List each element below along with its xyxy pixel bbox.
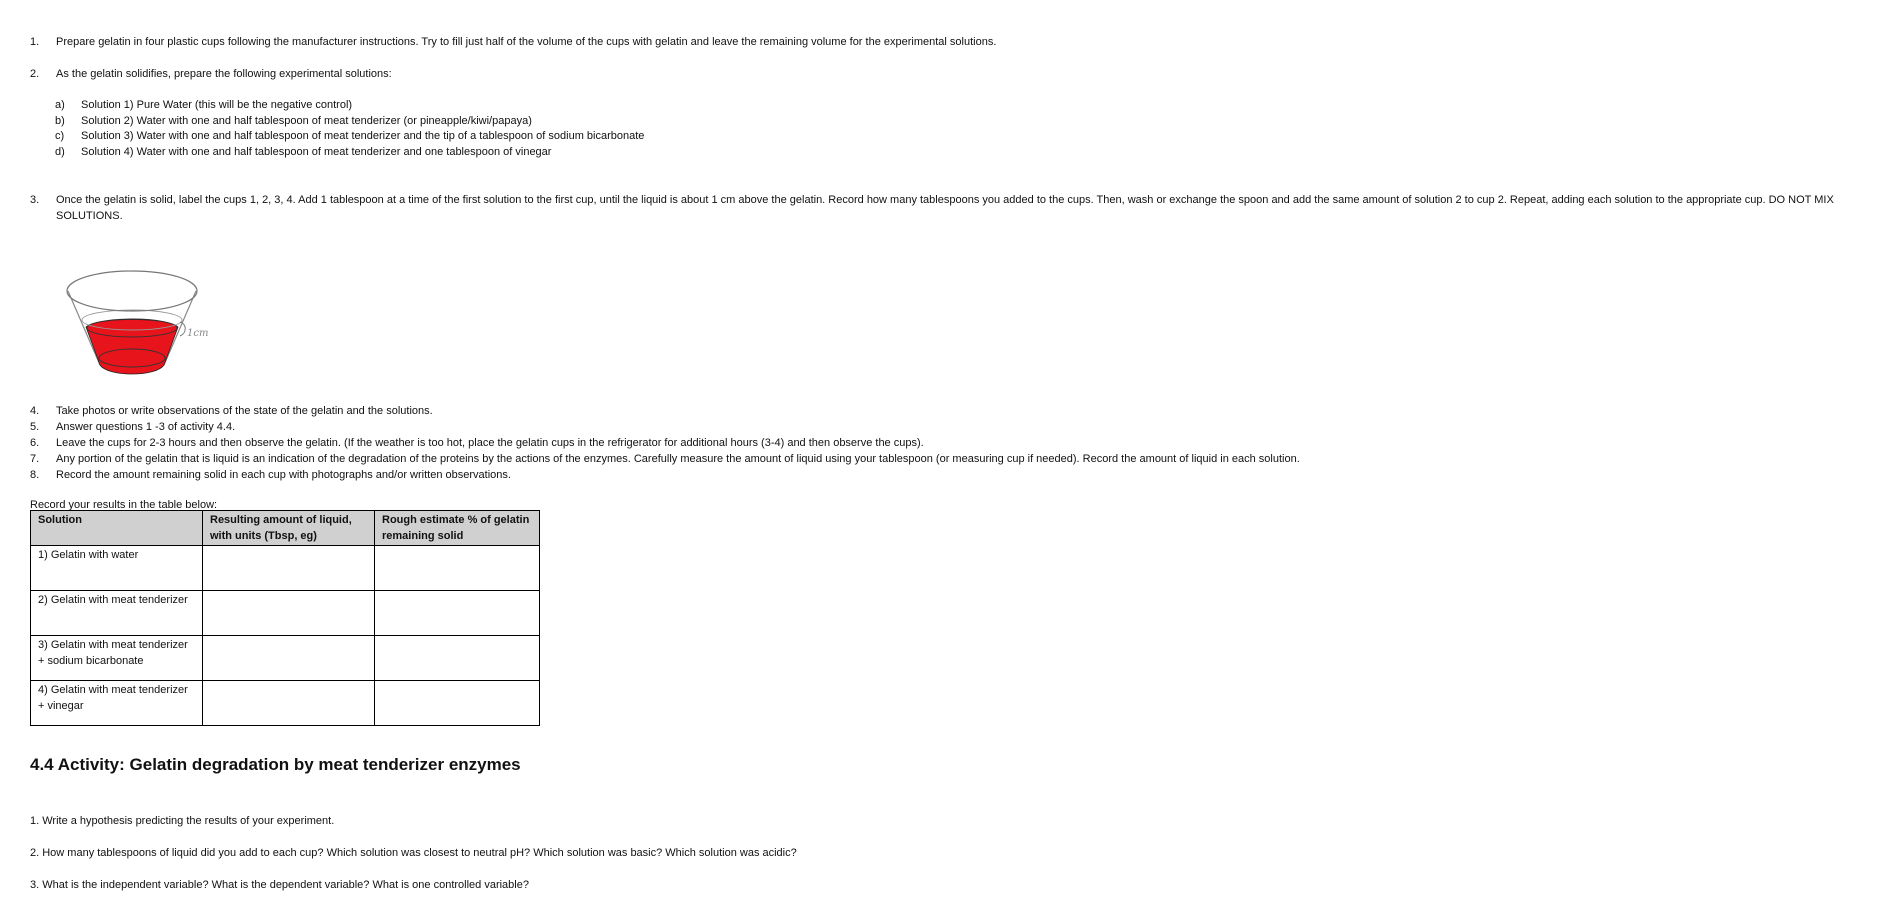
step-number: 8. bbox=[30, 469, 40, 481]
percent-solid-cell[interactable] bbox=[375, 636, 540, 681]
table-row bbox=[31, 546, 540, 591]
solution-cell: 1) Gelatin with water bbox=[31, 546, 203, 591]
solution-text: Solution 4) Water with one and half tablespoon of meat tenderizer and one tablespoon of vinegar bbox=[81, 145, 552, 158]
percent-solid-cell[interactable] bbox=[375, 681, 540, 726]
liquid-amount-cell[interactable] bbox=[203, 591, 375, 636]
step-text: Answer questions 1 -3 of activity 4.4. bbox=[56, 421, 236, 433]
activity-title: 4.4 Activity: Gelatin degradation by meat tenderizer enzymes bbox=[30, 755, 521, 774]
header-percent-solid: Rough estimate % of gelatin remaining solid bbox=[375, 511, 540, 546]
table-row bbox=[31, 636, 540, 681]
question-2: 2. How many tablespoons of liquid did you add to each cup? Which solution was closest to neutral pH? Which solution was basic? Which solution was acidic? bbox=[30, 847, 797, 859]
liquid-amount-cell[interactable] bbox=[203, 636, 375, 681]
liquid-amount-cell[interactable] bbox=[203, 681, 375, 726]
solution-letter: b) bbox=[55, 114, 65, 127]
table-row bbox=[31, 591, 540, 636]
step-3 bbox=[30, 192, 1863, 226]
header-liquid-amount: Resulting amount of liquid, with units (Tbsp, eg) bbox=[203, 511, 375, 546]
table-header-row bbox=[31, 511, 540, 546]
question-3: 3. What is the independent variable? What is the dependent variable? What is one controlled variable? bbox=[30, 879, 529, 891]
question-1: 1. Write a hypothesis predicting the results of your experiment. bbox=[30, 815, 335, 827]
step-number: 3. bbox=[30, 194, 40, 206]
step-number: 4. bbox=[30, 405, 40, 417]
table-row bbox=[31, 681, 540, 726]
level-bracket bbox=[180, 322, 185, 336]
step-text: Take photos or write observations of the state of the gelatin and the solutions. bbox=[56, 405, 433, 417]
step-text: Prepare gelatin in four plastic cups following the manufacturer instructions. Try to fill just half of the volume of the cups with gelatin and leave the remaining volume for the experimental solutions. bbox=[56, 36, 997, 48]
step-number: 2. bbox=[30, 68, 40, 80]
solution-letter: c) bbox=[55, 130, 65, 142]
solution-cell: 2) Gelatin with meat tenderizer bbox=[31, 591, 203, 636]
cup-figure bbox=[60, 262, 220, 382]
step-text: Record the amount remaining solid in each cup with photographs and/or written observations. bbox=[56, 469, 511, 481]
header-solution: Solution bbox=[31, 511, 203, 546]
step-number: 6. bbox=[30, 437, 40, 449]
solution-letter: d) bbox=[55, 145, 65, 158]
step-number: 7. bbox=[30, 453, 40, 465]
liquid-amount-cell[interactable] bbox=[203, 546, 375, 591]
step-text: As the gelatin solidifies, prepare the following experimental solutions: bbox=[56, 68, 392, 80]
step-text: Any portion of the gelatin that is liquid is an indication of the degradation of the proteins by the actions of the enzymes. Carefully measure the amount of liquid using your tablespoon (or measuring cup if needed). Record the amount of liquid in each solution. bbox=[56, 453, 1300, 465]
step-text: Leave the cups for 2-3 hours and then observe the gelatin. (If the weather is too hot, place the gelatin cups in the refrigerator for additional hours (3-4) and then observe the cups). bbox=[56, 437, 924, 449]
solution-text: Solution 1) Pure Water (this will be the negative control) bbox=[81, 99, 353, 111]
table-caption: Record your results in the table below: bbox=[30, 499, 218, 511]
percent-solid-cell[interactable] bbox=[375, 546, 540, 591]
step-text: Once the gelatin is solid, label the cups 1, 2, 3, 4. Add 1 tablespoon at a time of the first solution to the first cup, until the liquid is about 1 cm above the gelatin. Record how many tablespoons you added to the cups. Then, wash or exchange the spoon and add the same amount of solution 2 to cup 2. Repeat, adding each solution to the appropriate cup. DO NOT MIX SOLUTIONS. bbox=[56, 194, 1834, 222]
solution-letter: a) bbox=[55, 99, 65, 111]
step-number: 5. bbox=[30, 421, 40, 433]
solution-text: Solution 2) Water with one and half tablespoon of meat tenderizer (or pineapple/kiwi/papaya) bbox=[81, 114, 532, 127]
step-number: 1. bbox=[30, 36, 40, 48]
level-annotation: 1cm bbox=[187, 328, 209, 339]
percent-solid-cell[interactable] bbox=[375, 591, 540, 636]
cup-rim bbox=[67, 271, 197, 311]
solution-text: Solution 3) Water with one and half tablespoon of meat tenderizer and the tip of a tablespoon of sodium bicarbonate bbox=[81, 130, 645, 142]
results-table bbox=[30, 510, 540, 726]
solution-cell: 4) Gelatin with meat tenderizer + vinegar bbox=[31, 681, 203, 726]
solution-cell: 3) Gelatin with meat tenderizer + sodium bicarbonate bbox=[31, 636, 203, 681]
